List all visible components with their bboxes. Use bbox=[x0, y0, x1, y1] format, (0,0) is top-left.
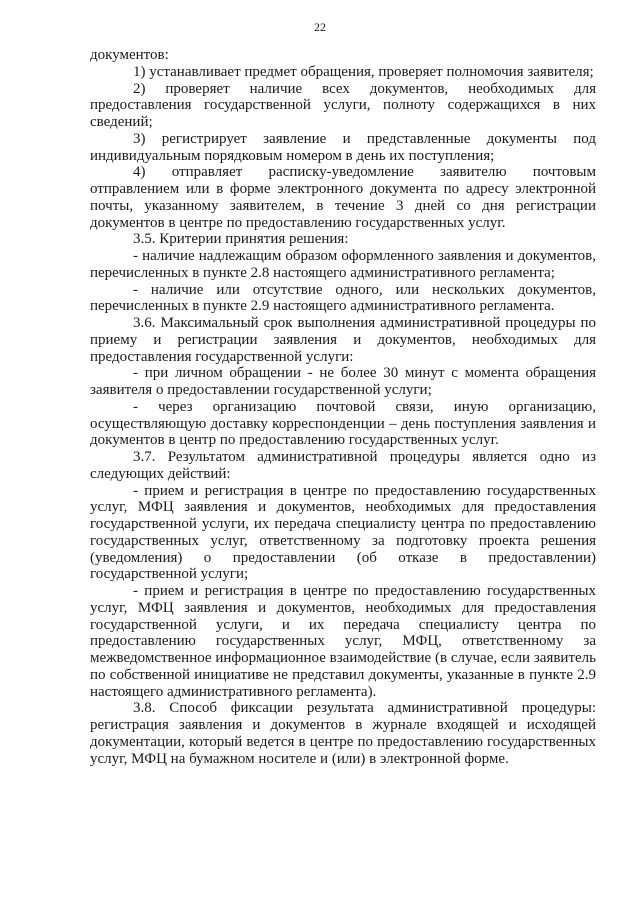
paragraph-3-5-dash-1: - наличие надлежащим образом оформленного заявления и документов, перечисленных в пункте 2.8 настоящего административного регламента; bbox=[90, 248, 596, 281]
paragraph-3-5-dash-2: - наличие или отсутствие одного, или нескольких документов, перечисленных в пункте 2.9 настоящего административного регламента. bbox=[90, 281, 596, 315]
paragraph-3-7-dash-1: - прием и регистрация в центре по предоставлению государственных услуг, МФЦ заявления и документов, необходимых для предоставления государственной услуги, их передача специалисту центра по предоставлению государственных услуг, ответственному за подготовку проекта решения (уведомления) о предоставлении (об отказе в предоставлении) государственной услуги; bbox=[90, 482, 596, 583]
document-body bbox=[90, 47, 596, 767]
paragraph-3-6-dash-2: - через организацию почтовой связи, иную организацию, осуществляющую доставку корреспонденции – день поступления заявления и документов в центр по предоставлению государственных услуг. bbox=[90, 398, 596, 449]
paragraph-continuation: документов: bbox=[90, 47, 169, 63]
paragraph-3-8: 3.8. Способ фиксации результата административной процедуры: регистрация заявления и документов в журнале входящей и исходящей документации, который ведется в центре по предоставлению государственных услуг, МФЦ на бумажном носителе и (или) в электронной форме. bbox=[90, 700, 596, 767]
paragraph-item-2: 2) проверяет наличие всех документов, необходимых для предоставления государственной услуги, полноту содержащихся в них сведений; bbox=[90, 80, 596, 130]
paragraph-item-3: 3) регистрирует заявление и представленные документы под индивидуальным порядковым номером в день их поступления; bbox=[90, 130, 596, 164]
paragraph-3-6-dash-1: - при личном обращении - не более 30 минут с момента обращения заявителя о предоставлении государственной услуги; bbox=[90, 365, 596, 398]
page-number: 22 bbox=[314, 20, 326, 34]
paragraph-3-5: 3.5. Критерии принятия решения: bbox=[133, 231, 349, 248]
paragraph-item-4: 4) отправляет расписку-уведомление заявителю почтовым отправлением или в форме электронного документа по адресу электронной почты, указанному заявителем, в течение 3 дней со дня регистрации документов в центре по предоставлению государственных услуг. bbox=[90, 164, 596, 231]
paragraph-item-1: 1) устанавливает предмет обращения, проверяет полномочия заявителя; bbox=[133, 63, 594, 80]
paragraph-3-7-dash-2: - прием и регистрация в центре по предоставлению государственных услуг, МФЦ заявления и документов, необходимых для предоставления государственной услуги, и их передача специалисту центра по предоставлению государственных услуг, МФЦ, ответственному за межведомственное информационное взаимодействие (в случае, если заявитель по собственной инициативе не представил документы, указанные в пункте 2.9 настоящего административного регламента). bbox=[90, 583, 596, 700]
paragraph-3-6: 3.6. Максимальный срок выполнения административной процедуры по приему и регистрации заявления и документов, необходимых для предоставления государственной услуги: bbox=[90, 315, 596, 365]
paragraph-3-7: 3.7. Результатом административной процедуры является одно из следующих действий: bbox=[90, 449, 596, 482]
